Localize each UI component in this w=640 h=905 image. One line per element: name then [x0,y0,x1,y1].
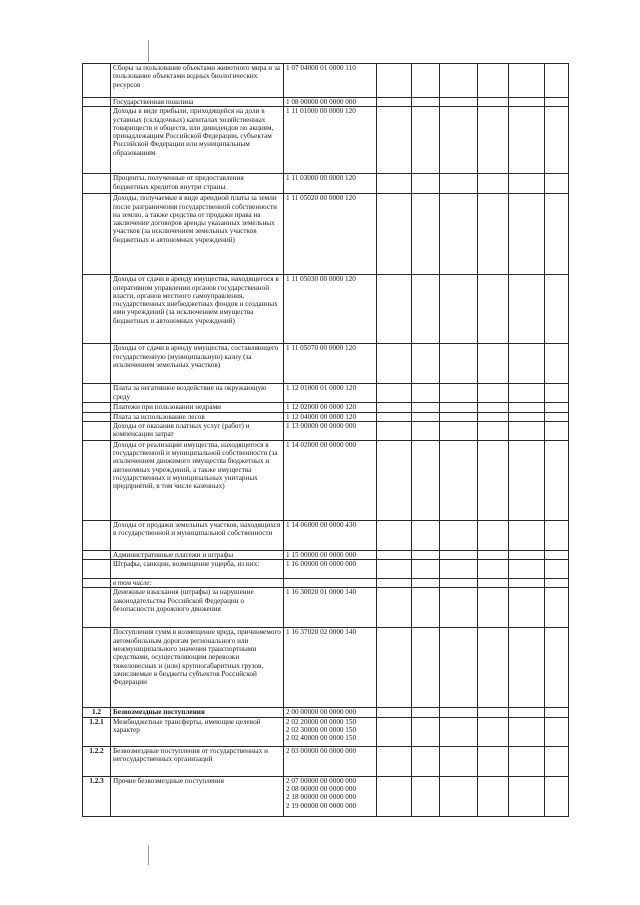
table-row [83,384,569,403]
value-cell [377,64,412,98]
value-cell [509,746,545,776]
value-cell [412,520,440,550]
value-cell [440,708,478,717]
budget-classification-code: 1 16 37020 02 0000 140 [284,628,377,708]
value-cell [478,520,509,550]
value-cell [509,717,545,746]
value-cell [412,628,440,708]
table-row [83,98,569,107]
value-cell [412,746,440,776]
budget-classification-code: 1 14 06000 00 0000 430 [284,520,377,550]
revenue-name: Доходы в виде прибыли, приходящейся на доли в уставных (складочных) капиталах хозяйственных товариществ и обществ, или дивидендов по акциям, принадлежащим Российской Федерации, субъектам Российской Федерации или муниципальным образованиям [111,107,284,174]
revenue-name: Государственная пошлина [111,98,284,107]
row-number [83,64,111,98]
value-cell [509,708,545,717]
value-cell [545,579,569,588]
value-cell [509,520,545,550]
row-number [83,421,111,440]
value-cell [412,440,440,520]
value-cell [377,579,412,588]
budget-classification-code: 1 07 04000 01 0000 110 [284,64,377,98]
table-row [83,275,569,344]
revenue-name: Безвозмездные поступления от государственных и негосударственных организаций [111,746,284,776]
revenue-name: Доходы от сдачи в аренду имущества, находящегося в оперативном управлении органов государственной власти, органов местного самоуправления, государственных внебюджетных фондов и созданных ими учреждений (за исключением имущества бюджетных и автономных учреждений) [111,275,284,344]
row-number [83,440,111,520]
value-cell [440,579,478,588]
value-cell [412,708,440,717]
budget-classification-code: 1 11 03000 00 0000 120 [284,174,377,194]
value-cell [377,776,412,816]
value-cell [509,588,545,628]
table-row [83,403,569,412]
value-cell [440,421,478,440]
revenue-name: Плата за использование лесов [111,412,284,421]
table-row [83,560,569,579]
value-cell [545,174,569,194]
budget-classification-code: 2 02 20000 00 0000 150 2 02 30000 00 0000 150 2 02 40000 00 0000 150 [284,717,377,746]
table-row [83,194,569,275]
value-cell [478,107,509,174]
revenue-name: Платежи при пользовании недрами [111,403,284,412]
value-cell [412,194,440,275]
value-cell [478,588,509,628]
value-cell [440,412,478,421]
value-cell [377,560,412,579]
revenue-name: Штрафы, санкции, возмещение ущерба, из них: [111,560,284,579]
value-cell [509,384,545,403]
value-cell [545,708,569,717]
value-cell [412,174,440,194]
value-cell [412,344,440,384]
value-cell [509,421,545,440]
value-cell [509,194,545,275]
value-cell [377,628,412,708]
value-cell [377,588,412,628]
row-number [83,628,111,708]
value-cell [412,275,440,344]
table-row [83,64,569,98]
value-cell [412,776,440,816]
value-cell [377,275,412,344]
row-number [83,174,111,194]
value-cell [478,717,509,746]
value-cell [412,384,440,403]
value-cell [545,520,569,550]
value-cell [440,344,478,384]
revenue-name: Денежные взыскания (штрафы) за нарушение законодательства Российской Федерации о безопасности дорожного движения [111,588,284,628]
value-cell [545,64,569,98]
budget-revenue-table [82,63,569,817]
row-number: 1.2.3 [83,776,111,816]
budget-classification-code: 1 12 04000 00 0000 120 [284,412,377,421]
value-cell [478,403,509,412]
budget-classification-code: 1 08 00000 00 0000 000 [284,98,377,107]
table-row [83,746,569,776]
budget-classification-code: 2 07 00000 00 0000 000 2 08 00000 00 0000 000 2 18 00000 00 0000 000 2 19 00000 00 0000 000 [284,776,377,816]
value-cell [440,560,478,579]
value-cell [545,440,569,520]
value-cell [478,440,509,520]
revenue-name: Проценты, полученные от предоставления бюджетных кредитов внутри страны [111,174,284,194]
value-cell [478,708,509,717]
value-cell [509,440,545,520]
scan-artifact-bottom [148,845,149,865]
value-cell [412,98,440,107]
value-cell [412,579,440,588]
value-cell [478,174,509,194]
revenue-name: Доходы, получаемые в виде арендной платы за земли после разграничения государственной собственности на землю, а также средства от продажи права на заключение договоров аренды указанных земельных участков (за исключением земельных участков бюджетных и автономных учреждений) [111,194,284,275]
budget-classification-code: 1 11 01000 00 0000 120 [284,107,377,174]
table-row [83,107,569,174]
table-row [83,520,569,550]
row-number: 1.2.1 [83,717,111,746]
value-cell [509,560,545,579]
value-cell [377,708,412,717]
value-cell [545,588,569,628]
value-cell [545,194,569,275]
revenue-name: Административные платежи и штрафы [111,550,284,559]
value-cell [377,746,412,776]
value-cell [377,344,412,384]
row-number [83,588,111,628]
value-cell [412,107,440,174]
value-cell [545,275,569,344]
value-cell [377,550,412,559]
value-cell [545,98,569,107]
value-cell [377,384,412,403]
value-cell [478,560,509,579]
revenue-name: Плата за негативное воздействие на окружающую среду [111,384,284,403]
row-number [83,194,111,275]
revenue-name: Поступления сумм в возмещение вреда, причиняемого автомобильным дорогам регионального или межмуниципального значения транспортными средствами, осуществляющим перевозки тяжеловесных и (или) крупногабаритных грузов, зачисляемые в бюджеты субъектов Российской Федерации [111,628,284,708]
row-number [83,344,111,384]
value-cell [377,194,412,275]
budget-classification-code: 1 16 30020 01 0000 140 [284,588,377,628]
value-cell [377,98,412,107]
budget-classification-code [284,579,377,588]
value-cell [440,107,478,174]
value-cell [545,421,569,440]
value-cell [377,107,412,174]
value-cell [509,579,545,588]
revenue-name: Безвозмездные поступления [111,708,284,717]
value-cell [440,194,478,275]
value-cell [545,776,569,816]
revenue-name: Сборы за пользование объектами животного мира и за пользование объектами водных биологических ресурсов [111,64,284,98]
value-cell [478,384,509,403]
value-cell [545,412,569,421]
table-body [83,64,569,817]
table-row [83,412,569,421]
value-cell [545,746,569,776]
table-row [83,776,569,816]
table-row [83,344,569,384]
value-cell [478,579,509,588]
value-cell [412,403,440,412]
value-cell [440,64,478,98]
budget-classification-code: 1 14 02000 00 0000 000 [284,440,377,520]
value-cell [545,107,569,174]
value-cell [440,550,478,559]
value-cell [412,588,440,628]
budget-classification-code: 1 16 00000 00 0000 000 [284,560,377,579]
value-cell [377,440,412,520]
value-cell [377,403,412,412]
value-cell [509,275,545,344]
value-cell [478,550,509,559]
value-cell [545,344,569,384]
value-cell [440,628,478,708]
table-row [83,717,569,746]
value-cell [478,64,509,98]
value-cell [509,174,545,194]
value-cell [509,628,545,708]
row-number [83,412,111,421]
value-cell [440,776,478,816]
value-cell [509,550,545,559]
value-cell [377,520,412,550]
revenue-name: Межбюджетные трансферты, имеющие целевой характер [111,717,284,746]
value-cell [377,421,412,440]
budget-classification-code: 1 13 00000 00 0000 000 [284,421,377,440]
table-row [83,440,569,520]
row-number: 1.2 [83,708,111,717]
table-row [83,708,569,717]
budget-classification-code: 1 15 00000 00 0000 000 [284,550,377,559]
value-cell [545,384,569,403]
table-row [83,550,569,559]
value-cell [440,520,478,550]
value-cell [478,628,509,708]
revenue-name: Доходы от сдачи в аренду имущества, составляющего государственную (муниципальную) казну (за исключением земельных участков) [111,344,284,384]
value-cell [509,64,545,98]
value-cell [412,550,440,559]
scan-artifact-top [148,40,149,62]
budget-classification-code: 1 11 05020 00 0000 120 [284,194,377,275]
revenue-name: Доходы от реализации имущества, находящегося в государственной и муниципальной собственности (за исключением движимого имущества бюджетных и автономных учреждений, а также имущества государственных и муниципальных унитарных предприятий, в том числе казенных) [111,440,284,520]
value-cell [478,746,509,776]
value-cell [509,344,545,384]
budget-classification-code: 1 12 01000 01 0000 120 [284,384,377,403]
value-cell [478,421,509,440]
value-cell [412,421,440,440]
budget-classification-code: 1 11 05070 00 0000 120 [284,344,377,384]
value-cell [440,275,478,344]
revenue-name: Прочие безвозмездные поступления [111,776,284,816]
table-row [83,628,569,708]
revenue-name: Доходы от продажи земельных участков, находящихся в государственной и муниципальной собственности [111,520,284,550]
table-row [83,579,569,588]
value-cell [478,275,509,344]
value-cell [545,560,569,579]
row-number [83,98,111,107]
row-number [83,550,111,559]
value-cell [478,98,509,107]
value-cell [412,64,440,98]
table-row [83,174,569,194]
value-cell [377,174,412,194]
value-cell [412,412,440,421]
budget-classification-code: 2 00 00000 00 0000 000 [284,708,377,717]
row-number [83,560,111,579]
budget-classification-code: 1 12 02000 00 0000 120 [284,403,377,412]
value-cell [545,628,569,708]
value-cell [509,403,545,412]
value-cell [377,412,412,421]
row-number [83,403,111,412]
value-cell [440,588,478,628]
value-cell [412,717,440,746]
budget-classification-code: 2 03 00000 00 0000 000 [284,746,377,776]
value-cell [440,403,478,412]
row-number [83,107,111,174]
value-cell [545,550,569,559]
row-number: 1.2.2 [83,746,111,776]
value-cell [440,98,478,107]
value-cell [509,107,545,174]
value-cell [478,776,509,816]
row-number [83,579,111,588]
value-cell [545,717,569,746]
table-row [83,421,569,440]
value-cell [478,194,509,275]
value-cell [440,440,478,520]
revenue-name: Доходы от оказания платных услуг (работ) и компенсации затрат [111,421,284,440]
value-cell [478,344,509,384]
value-cell [377,717,412,746]
budget-classification-code: 1 11 05030 00 0000 120 [284,275,377,344]
row-number [83,520,111,550]
value-cell [509,412,545,421]
row-number [83,384,111,403]
row-number [83,275,111,344]
value-cell [440,746,478,776]
value-cell [440,384,478,403]
value-cell [509,776,545,816]
value-cell [478,412,509,421]
table-row [83,588,569,628]
value-cell [440,717,478,746]
revenue-name: в том числе: [111,579,284,588]
value-cell [509,98,545,107]
value-cell [440,174,478,194]
value-cell [412,560,440,579]
value-cell [545,403,569,412]
